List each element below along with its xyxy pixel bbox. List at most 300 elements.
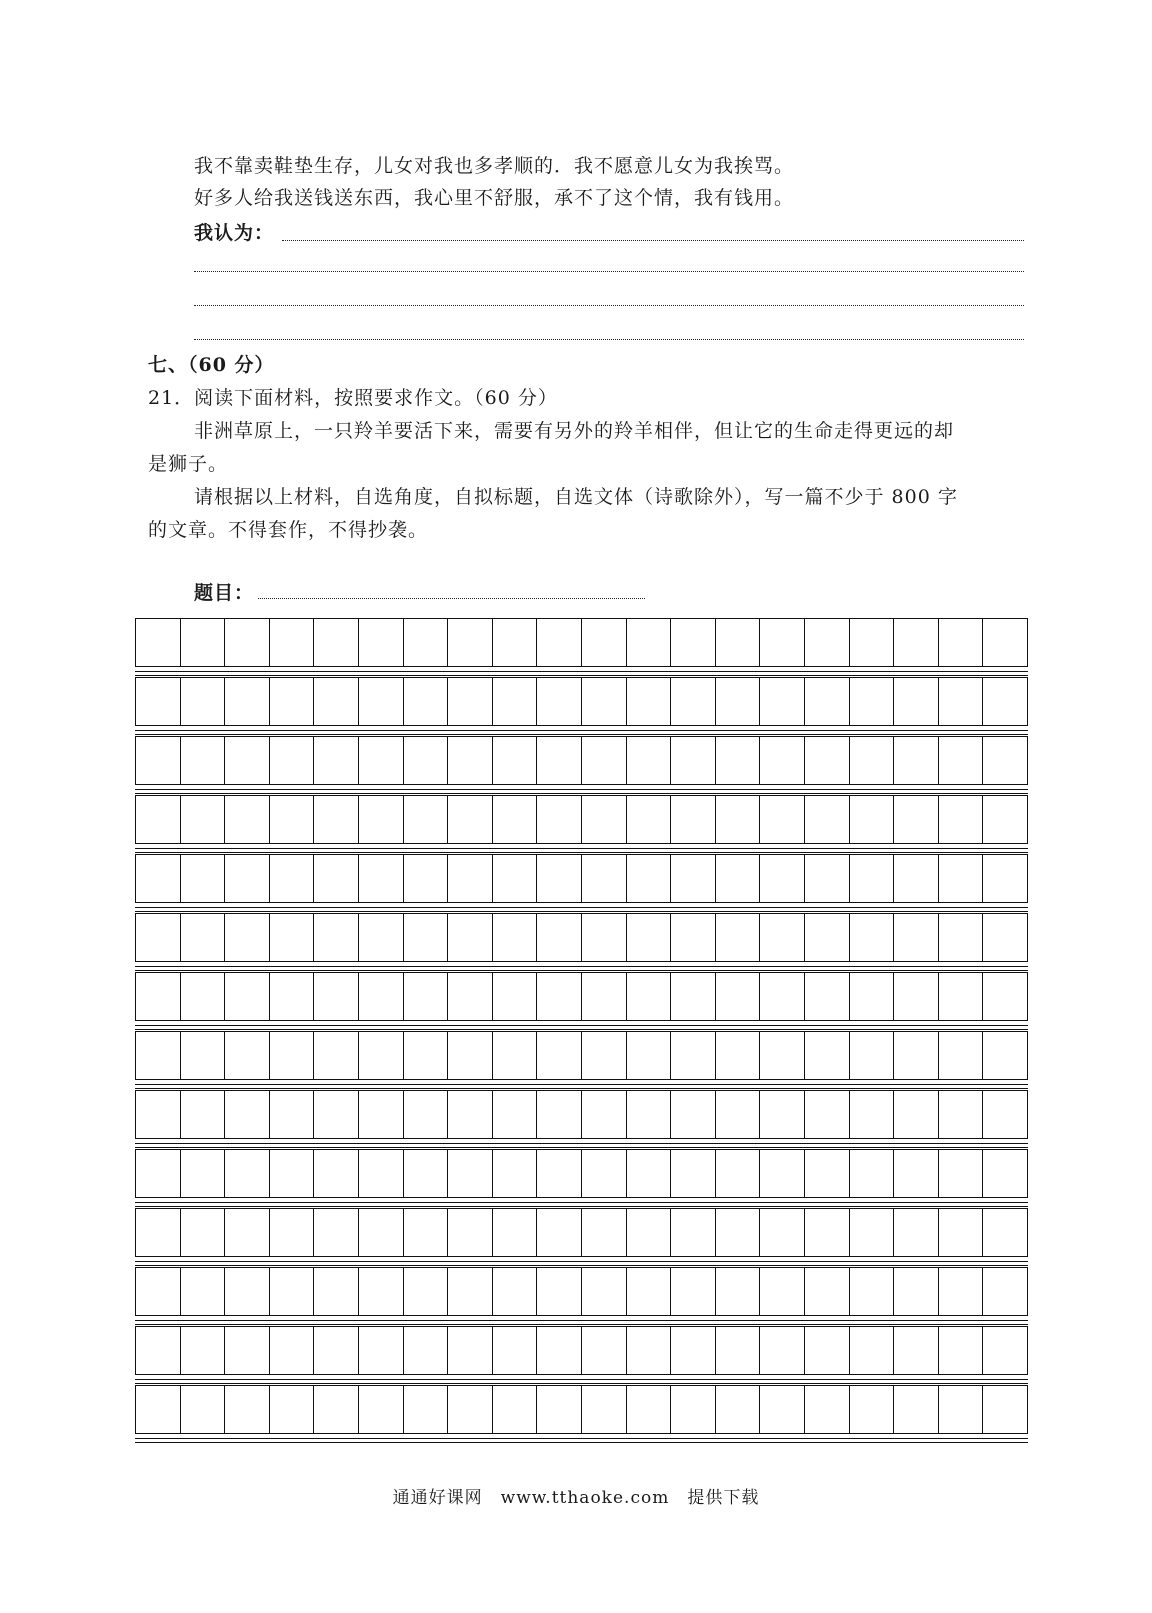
grid-cell[interactable] <box>270 1032 315 1079</box>
grid-cell[interactable] <box>760 1327 805 1374</box>
grid-cell[interactable] <box>805 619 850 666</box>
grid-cell[interactable] <box>225 1327 270 1374</box>
grid-cell[interactable] <box>314 678 359 725</box>
grid-cell[interactable] <box>359 619 404 666</box>
grid-cell[interactable] <box>225 973 270 1020</box>
grid-cell[interactable] <box>894 1032 939 1079</box>
grid-cell[interactable] <box>225 737 270 784</box>
grid-cell[interactable] <box>627 855 672 902</box>
grid-cell[interactable] <box>181 1327 226 1374</box>
grid-cell[interactable] <box>404 796 449 843</box>
grid-cell[interactable] <box>359 737 404 784</box>
grid-cell[interactable] <box>983 914 1027 961</box>
grid-cell[interactable] <box>627 1209 672 1256</box>
grid-cell[interactable] <box>983 855 1027 902</box>
grid-cell[interactable] <box>270 1091 315 1138</box>
grid-cell[interactable] <box>671 1091 716 1138</box>
grid-cell[interactable] <box>537 1150 582 1197</box>
grid-separator-line <box>135 1320 1028 1321</box>
grid-cell[interactable] <box>939 855 984 902</box>
grid-cell[interactable] <box>716 855 761 902</box>
grid-cell[interactable] <box>225 914 270 961</box>
grid-cell[interactable] <box>404 1150 449 1197</box>
grid-cell[interactable] <box>314 973 359 1020</box>
grid-cell[interactable] <box>270 855 315 902</box>
grid-cell[interactable] <box>894 1209 939 1256</box>
grid-cell[interactable] <box>136 1209 181 1256</box>
grid-cell[interactable] <box>627 1268 672 1315</box>
grid-cell[interactable] <box>181 914 226 961</box>
grid-cell[interactable] <box>805 1268 850 1315</box>
grid-cell[interactable] <box>939 678 984 725</box>
grid-cell[interactable] <box>493 737 538 784</box>
grid-cell[interactable] <box>805 1091 850 1138</box>
opinion-answer-line-1[interactable] <box>282 240 1024 241</box>
grid-cell[interactable] <box>314 914 359 961</box>
grid-cell[interactable] <box>493 1327 538 1374</box>
grid-cell[interactable] <box>671 1268 716 1315</box>
grid-separator-line <box>135 1147 1028 1148</box>
grid-cell[interactable] <box>181 737 226 784</box>
grid-cell[interactable] <box>493 855 538 902</box>
grid-cell[interactable] <box>760 1091 805 1138</box>
grid-cell[interactable] <box>983 1386 1027 1433</box>
grid-cell[interactable] <box>850 914 895 961</box>
grid-cell[interactable] <box>939 796 984 843</box>
grid-cell[interactable] <box>850 1150 895 1197</box>
grid-cell[interactable] <box>448 678 493 725</box>
grid-cell[interactable] <box>314 619 359 666</box>
grid-cell[interactable] <box>181 1150 226 1197</box>
grid-cell[interactable] <box>359 1268 404 1315</box>
grid-cell[interactable] <box>270 1327 315 1374</box>
grid-cell[interactable] <box>627 737 672 784</box>
grid-cell[interactable] <box>627 678 672 725</box>
grid-cell[interactable] <box>627 619 672 666</box>
grid-cell[interactable] <box>314 1209 359 1256</box>
grid-cell[interactable] <box>805 1209 850 1256</box>
grid-cell[interactable] <box>939 1386 984 1433</box>
grid-cell[interactable] <box>448 737 493 784</box>
grid-cell[interactable] <box>493 1209 538 1256</box>
grid-cell[interactable] <box>181 1032 226 1079</box>
grid-cell-row <box>135 854 1028 903</box>
grid-cell[interactable] <box>270 914 315 961</box>
grid-cell[interactable] <box>270 973 315 1020</box>
composition-grid[interactable] <box>135 618 1028 1444</box>
grid-cell[interactable] <box>359 1327 404 1374</box>
grid-cell[interactable] <box>136 737 181 784</box>
grid-cell[interactable] <box>493 1032 538 1079</box>
grid-cell[interactable] <box>136 1268 181 1315</box>
grid-cell[interactable] <box>537 1209 582 1256</box>
grid-cell[interactable] <box>270 1268 315 1315</box>
grid-cell[interactable] <box>448 619 493 666</box>
grid-cell[interactable] <box>404 737 449 784</box>
grid-cell[interactable] <box>582 1386 627 1433</box>
grid-cell[interactable] <box>270 737 315 784</box>
grid-cell[interactable] <box>537 914 582 961</box>
grid-cell[interactable] <box>627 1091 672 1138</box>
grid-cell[interactable] <box>582 796 627 843</box>
grid-cell[interactable] <box>983 1268 1027 1315</box>
grid-cell[interactable] <box>136 796 181 843</box>
grid-cell[interactable] <box>225 1386 270 1433</box>
grid-cell[interactable] <box>983 619 1027 666</box>
grid-cell[interactable] <box>716 1327 761 1374</box>
grid-cell[interactable] <box>671 1150 716 1197</box>
grid-cell[interactable] <box>314 1327 359 1374</box>
grid-cell[interactable] <box>493 1268 538 1315</box>
grid-cell[interactable] <box>894 619 939 666</box>
grid-cell[interactable] <box>181 1268 226 1315</box>
grid-row <box>135 1031 1028 1090</box>
grid-cell[interactable] <box>627 796 672 843</box>
grid-cell[interactable] <box>983 1091 1027 1138</box>
grid-cell[interactable] <box>805 855 850 902</box>
grid-cell[interactable] <box>359 914 404 961</box>
grid-cell[interactable] <box>582 1209 627 1256</box>
grid-cell[interactable] <box>582 737 627 784</box>
grid-cell[interactable] <box>716 619 761 666</box>
grid-cell[interactable] <box>850 678 895 725</box>
grid-cell[interactable] <box>136 973 181 1020</box>
grid-separator-line <box>135 1383 1028 1384</box>
grid-cell[interactable] <box>582 619 627 666</box>
grid-cell[interactable] <box>537 796 582 843</box>
grid-cell[interactable] <box>850 1268 895 1315</box>
grid-cell[interactable] <box>894 1386 939 1433</box>
grid-cell[interactable] <box>671 796 716 843</box>
grid-cell[interactable] <box>850 737 895 784</box>
grid-cell[interactable] <box>716 678 761 725</box>
grid-cell[interactable] <box>136 619 181 666</box>
grid-cell[interactable] <box>136 678 181 725</box>
grid-cell[interactable] <box>225 855 270 902</box>
grid-separator-line <box>135 1379 1028 1380</box>
grid-cell[interactable] <box>850 1209 895 1256</box>
grid-cell[interactable] <box>805 914 850 961</box>
grid-cell[interactable] <box>760 855 805 902</box>
grid-cell[interactable] <box>671 914 716 961</box>
grid-cell[interactable] <box>850 1386 895 1433</box>
title-input-line[interactable] <box>258 598 645 599</box>
grid-cell[interactable] <box>181 619 226 666</box>
grid-cell[interactable] <box>850 973 895 1020</box>
grid-cell[interactable] <box>582 855 627 902</box>
grid-cell[interactable] <box>760 1032 805 1079</box>
grid-cell[interactable] <box>894 1268 939 1315</box>
grid-cell[interactable] <box>716 1386 761 1433</box>
grid-cell[interactable] <box>136 1032 181 1079</box>
grid-cell[interactable] <box>939 1032 984 1079</box>
grid-cell[interactable] <box>225 678 270 725</box>
grid-cell[interactable] <box>359 973 404 1020</box>
grid-cell[interactable] <box>983 1327 1027 1374</box>
grid-cell[interactable] <box>537 855 582 902</box>
grid-cell[interactable] <box>493 1150 538 1197</box>
grid-cell[interactable] <box>359 1150 404 1197</box>
grid-separator-line <box>135 1088 1028 1089</box>
grid-cell[interactable] <box>404 1386 449 1433</box>
grid-cell[interactable] <box>983 737 1027 784</box>
grid-cell[interactable] <box>493 619 538 666</box>
grid-cell[interactable] <box>939 1327 984 1374</box>
grid-cell[interactable] <box>314 737 359 784</box>
grid-cell[interactable] <box>805 973 850 1020</box>
grid-cell[interactable] <box>582 973 627 1020</box>
grid-cell[interactable] <box>314 1268 359 1315</box>
grid-cell[interactable] <box>225 1091 270 1138</box>
grid-cell[interactable] <box>181 1091 226 1138</box>
grid-cell-row <box>135 1090 1028 1139</box>
grid-cell[interactable] <box>850 1032 895 1079</box>
grid-cell[interactable] <box>359 1386 404 1433</box>
grid-cell[interactable] <box>225 619 270 666</box>
grid-cell[interactable] <box>537 619 582 666</box>
grid-cell[interactable] <box>448 1386 493 1433</box>
grid-cell[interactable] <box>671 1209 716 1256</box>
grid-cell[interactable] <box>582 1268 627 1315</box>
grid-cell[interactable] <box>760 737 805 784</box>
grid-cell[interactable] <box>404 619 449 666</box>
grid-row <box>135 618 1028 677</box>
grid-cell[interactable] <box>448 973 493 1020</box>
opinion-answer-line-3[interactable] <box>194 305 1024 306</box>
grid-cell[interactable] <box>404 855 449 902</box>
grid-cell[interactable] <box>493 678 538 725</box>
grid-cell[interactable] <box>939 973 984 1020</box>
grid-cell[interactable] <box>448 1327 493 1374</box>
grid-cell[interactable] <box>716 1032 761 1079</box>
grid-cell[interactable] <box>939 1091 984 1138</box>
grid-cell[interactable] <box>939 914 984 961</box>
grid-cell[interactable] <box>760 1268 805 1315</box>
grid-cell[interactable] <box>225 1032 270 1079</box>
grid-cell[interactable] <box>805 1327 850 1374</box>
grid-cell[interactable] <box>537 1268 582 1315</box>
grid-cell[interactable] <box>983 1209 1027 1256</box>
grid-cell[interactable] <box>805 1150 850 1197</box>
grid-cell[interactable] <box>671 737 716 784</box>
grid-cell[interactable] <box>939 1209 984 1256</box>
grid-cell[interactable] <box>671 1386 716 1433</box>
grid-cell[interactable] <box>850 1091 895 1138</box>
grid-cell[interactable] <box>404 678 449 725</box>
grid-cell[interactable] <box>448 1032 493 1079</box>
grid-cell[interactable] <box>181 855 226 902</box>
grid-cell[interactable] <box>850 619 895 666</box>
grid-cell[interactable] <box>671 855 716 902</box>
grid-cell[interactable] <box>359 1091 404 1138</box>
grid-cell[interactable] <box>582 1150 627 1197</box>
grid-cell[interactable] <box>359 678 404 725</box>
grid-cell[interactable] <box>136 914 181 961</box>
grid-cell[interactable] <box>314 1091 359 1138</box>
grid-cell-row <box>135 736 1028 785</box>
grid-cell[interactable] <box>448 1091 493 1138</box>
grid-cell[interactable] <box>136 855 181 902</box>
grid-cell[interactable] <box>537 1032 582 1079</box>
grid-cell[interactable] <box>805 678 850 725</box>
grid-cell[interactable] <box>716 973 761 1020</box>
grid-cell[interactable] <box>270 1150 315 1197</box>
grid-cell[interactable] <box>582 914 627 961</box>
grid-cell[interactable] <box>359 855 404 902</box>
grid-cell[interactable] <box>314 1032 359 1079</box>
grid-cell[interactable] <box>716 914 761 961</box>
grid-cell[interactable] <box>627 1032 672 1079</box>
grid-cell[interactable] <box>537 1386 582 1433</box>
grid-cell[interactable] <box>270 619 315 666</box>
grid-cell[interactable] <box>582 678 627 725</box>
grid-cell[interactable] <box>136 1327 181 1374</box>
grid-cell[interactable] <box>894 1091 939 1138</box>
grid-cell[interactable] <box>448 1209 493 1256</box>
grid-cell[interactable] <box>225 796 270 843</box>
grid-cell[interactable] <box>983 1150 1027 1197</box>
grid-cell[interactable] <box>760 1386 805 1433</box>
grid-cell[interactable] <box>850 796 895 843</box>
grid-cell[interactable] <box>404 973 449 1020</box>
grid-cell[interactable] <box>627 1327 672 1374</box>
grid-cell[interactable] <box>181 973 226 1020</box>
grid-cell[interactable] <box>760 1150 805 1197</box>
grid-cell[interactable] <box>359 1209 404 1256</box>
grid-cell[interactable] <box>805 796 850 843</box>
grid-cell[interactable] <box>716 1150 761 1197</box>
grid-cell[interactable] <box>939 737 984 784</box>
grid-cell[interactable] <box>627 973 672 1020</box>
grid-cell[interactable] <box>627 1150 672 1197</box>
grid-cell[interactable] <box>537 678 582 725</box>
grid-cell[interactable] <box>760 796 805 843</box>
grid-cell[interactable] <box>136 1091 181 1138</box>
grid-cell[interactable] <box>136 1386 181 1433</box>
opinion-answer-line-4[interactable] <box>194 339 1024 340</box>
grid-row <box>135 1267 1028 1326</box>
grid-cell[interactable] <box>359 796 404 843</box>
grid-cell[interactable] <box>270 1209 315 1256</box>
grid-cell[interactable] <box>894 737 939 784</box>
grid-cell[interactable] <box>850 855 895 902</box>
grid-cell[interactable] <box>225 1268 270 1315</box>
grid-cell[interactable] <box>537 1327 582 1374</box>
grid-row <box>135 677 1028 736</box>
grid-cell[interactable] <box>493 914 538 961</box>
grid-cell[interactable] <box>493 1091 538 1138</box>
grid-cell[interactable] <box>181 1209 226 1256</box>
grid-cell[interactable] <box>805 1386 850 1433</box>
grid-cell[interactable] <box>181 1386 226 1433</box>
grid-cell[interactable] <box>716 1268 761 1315</box>
grid-cell[interactable] <box>314 1386 359 1433</box>
grid-cell[interactable] <box>894 1327 939 1374</box>
grid-cell[interactable] <box>582 1091 627 1138</box>
grid-cell[interactable] <box>894 973 939 1020</box>
grid-cell[interactable] <box>314 855 359 902</box>
grid-cell[interactable] <box>716 1091 761 1138</box>
grid-cell[interactable] <box>760 1209 805 1256</box>
grid-cell[interactable] <box>493 796 538 843</box>
grid-cell[interactable] <box>983 796 1027 843</box>
grid-cell[interactable] <box>136 1150 181 1197</box>
grid-cell[interactable] <box>716 737 761 784</box>
grid-cell[interactable] <box>894 914 939 961</box>
grid-cell[interactable] <box>181 678 226 725</box>
grid-cell[interactable] <box>448 914 493 961</box>
grid-cell[interactable] <box>716 1209 761 1256</box>
grid-separator-line <box>135 852 1028 853</box>
grid-cell[interactable] <box>983 678 1027 725</box>
grid-cell[interactable] <box>939 619 984 666</box>
grid-cell[interactable] <box>448 1150 493 1197</box>
grid-cell[interactable] <box>404 1209 449 1256</box>
grid-cell[interactable] <box>716 796 761 843</box>
grid-cell[interactable] <box>760 914 805 961</box>
grid-cell[interactable] <box>894 678 939 725</box>
grid-cell[interactable] <box>671 1327 716 1374</box>
grid-cell[interactable] <box>493 1386 538 1433</box>
grid-cell[interactable] <box>448 855 493 902</box>
opinion-answer-line-2[interactable] <box>194 271 1024 272</box>
grid-cell[interactable] <box>939 1150 984 1197</box>
grid-cell[interactable] <box>404 1091 449 1138</box>
grid-cell[interactable] <box>582 1327 627 1374</box>
grid-cell[interactable] <box>448 1268 493 1315</box>
grid-cell[interactable] <box>760 973 805 1020</box>
grid-cell[interactable] <box>181 796 226 843</box>
grid-cell[interactable] <box>404 914 449 961</box>
grid-cell[interactable] <box>760 678 805 725</box>
grid-cell[interactable] <box>537 973 582 1020</box>
grid-cell[interactable] <box>627 1386 672 1433</box>
grid-cell[interactable] <box>805 737 850 784</box>
grid-cell[interactable] <box>983 973 1027 1020</box>
grid-cell[interactable] <box>671 973 716 1020</box>
grid-cell[interactable] <box>894 1150 939 1197</box>
grid-cell[interactable] <box>537 737 582 784</box>
grid-cell[interactable] <box>404 1327 449 1374</box>
grid-cell[interactable] <box>582 1032 627 1079</box>
grid-cell[interactable] <box>270 1386 315 1433</box>
grid-cell[interactable] <box>894 796 939 843</box>
grid-cell[interactable] <box>894 855 939 902</box>
grid-cell[interactable] <box>359 1032 404 1079</box>
grid-cell[interactable] <box>404 1268 449 1315</box>
grid-cell[interactable] <box>493 973 538 1020</box>
grid-cell[interactable] <box>314 1150 359 1197</box>
grid-cell[interactable] <box>314 796 359 843</box>
grid-cell[interactable] <box>939 1268 984 1315</box>
material-line-1: 非洲草原上，一只羚羊要活下来，需要有另外的羚羊相伴，但让它的生命走得更远的却 <box>194 420 955 442</box>
grid-cell[interactable] <box>537 1091 582 1138</box>
grid-cell[interactable] <box>671 619 716 666</box>
grid-cell[interactable] <box>404 1032 449 1079</box>
grid-cell[interactable] <box>448 796 493 843</box>
grid-cell[interactable] <box>671 678 716 725</box>
grid-cell[interactable] <box>850 1327 895 1374</box>
grid-cell[interactable] <box>983 1032 1027 1079</box>
grid-cell[interactable] <box>270 796 315 843</box>
grid-cell[interactable] <box>760 619 805 666</box>
grid-cell[interactable] <box>671 1032 716 1079</box>
grid-cell[interactable] <box>225 1150 270 1197</box>
grid-cell[interactable] <box>225 1209 270 1256</box>
grid-cell[interactable] <box>270 678 315 725</box>
grid-cell[interactable] <box>627 914 672 961</box>
grid-cell[interactable] <box>805 1032 850 1079</box>
